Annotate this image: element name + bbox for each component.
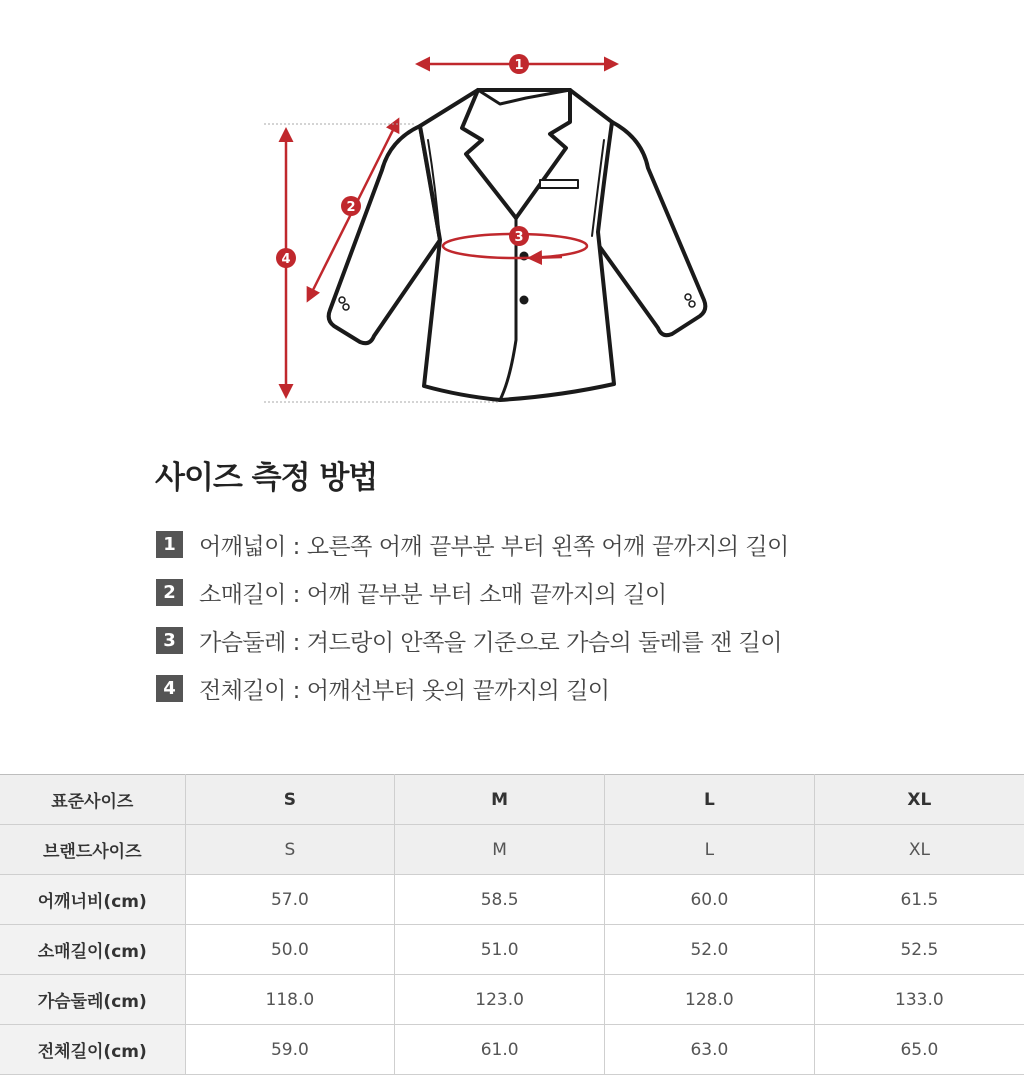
guide-number: 4 — [156, 675, 183, 702]
row-header: 표준사이즈 — [0, 775, 185, 825]
table-cell: S — [185, 825, 395, 875]
table-cell: 51.0 — [395, 925, 605, 975]
table-cell: 65.0 — [814, 1025, 1024, 1075]
table-cell: 123.0 — [395, 975, 605, 1025]
guide-text: 어깨넓이 : 오른쪽 어깨 끝부분 부터 왼쪽 어깨 끝까지의 길이 — [199, 533, 789, 560]
measurement-guide-list — [156, 520, 789, 712]
table-row — [0, 1025, 1024, 1075]
table-cell: 61.0 — [395, 1025, 605, 1075]
table-cell: M — [395, 775, 605, 825]
table-cell: 57.0 — [185, 875, 395, 925]
table-cell: XL — [814, 825, 1024, 875]
marker-1: 1 — [514, 58, 524, 73]
row-header: 가슴둘레(cm) — [0, 975, 185, 1025]
row-header: 소매길이(cm) — [0, 925, 185, 975]
row-header: 어깨너비(cm) — [0, 875, 185, 925]
table-row — [0, 825, 1024, 875]
table-cell: 58.5 — [395, 875, 605, 925]
marker-3: 3 — [514, 230, 524, 245]
guide-text: 전체길이 : 어깨선부터 옷의 끝까지의 길이 — [199, 677, 610, 704]
table-cell: S — [185, 775, 395, 825]
guide-item — [156, 664, 789, 712]
guide-item — [156, 616, 789, 664]
guide-text: 가슴둘레 : 겨드랑이 안쪽을 기준으로 가슴의 둘레를 잰 길이 — [199, 629, 782, 656]
table-cell: 50.0 — [185, 925, 395, 975]
table-cell: M — [395, 825, 605, 875]
table-cell: L — [605, 825, 815, 875]
table-cell: 128.0 — [605, 975, 815, 1025]
size-table — [0, 774, 1024, 1075]
row-header: 전체길이(cm) — [0, 1025, 185, 1075]
table-cell: 60.0 — [605, 875, 815, 925]
table-row — [0, 925, 1024, 975]
guide-number: 2 — [156, 579, 183, 606]
jacket-measurement-diagram — [0, 0, 1024, 420]
table-cell: L — [605, 775, 815, 825]
table-cell: 63.0 — [605, 1025, 815, 1075]
row-header: 브랜드사이즈 — [0, 825, 185, 875]
table-cell: 133.0 — [814, 975, 1024, 1025]
guide-number: 3 — [156, 627, 183, 654]
table-row — [0, 875, 1024, 925]
table-row — [0, 775, 1024, 825]
guide-item — [156, 520, 789, 568]
table-cell: 118.0 — [185, 975, 395, 1025]
guide-item — [156, 568, 789, 616]
table-row — [0, 975, 1024, 1025]
button-icon — [520, 296, 529, 305]
table-cell: 52.0 — [605, 925, 815, 975]
table-cell: 61.5 — [814, 875, 1024, 925]
guide-title: 사이즈 측정 방법 — [155, 460, 378, 496]
table-cell: 52.5 — [814, 925, 1024, 975]
guide-text: 소매길이 : 어깨 끝부분 부터 소매 끝까지의 길이 — [199, 581, 667, 608]
marker-4: 4 — [281, 252, 291, 267]
table-cell: 59.0 — [185, 1025, 395, 1075]
table-cell: XL — [814, 775, 1024, 825]
marker-2: 2 — [346, 200, 356, 215]
guide-number: 1 — [156, 531, 183, 558]
